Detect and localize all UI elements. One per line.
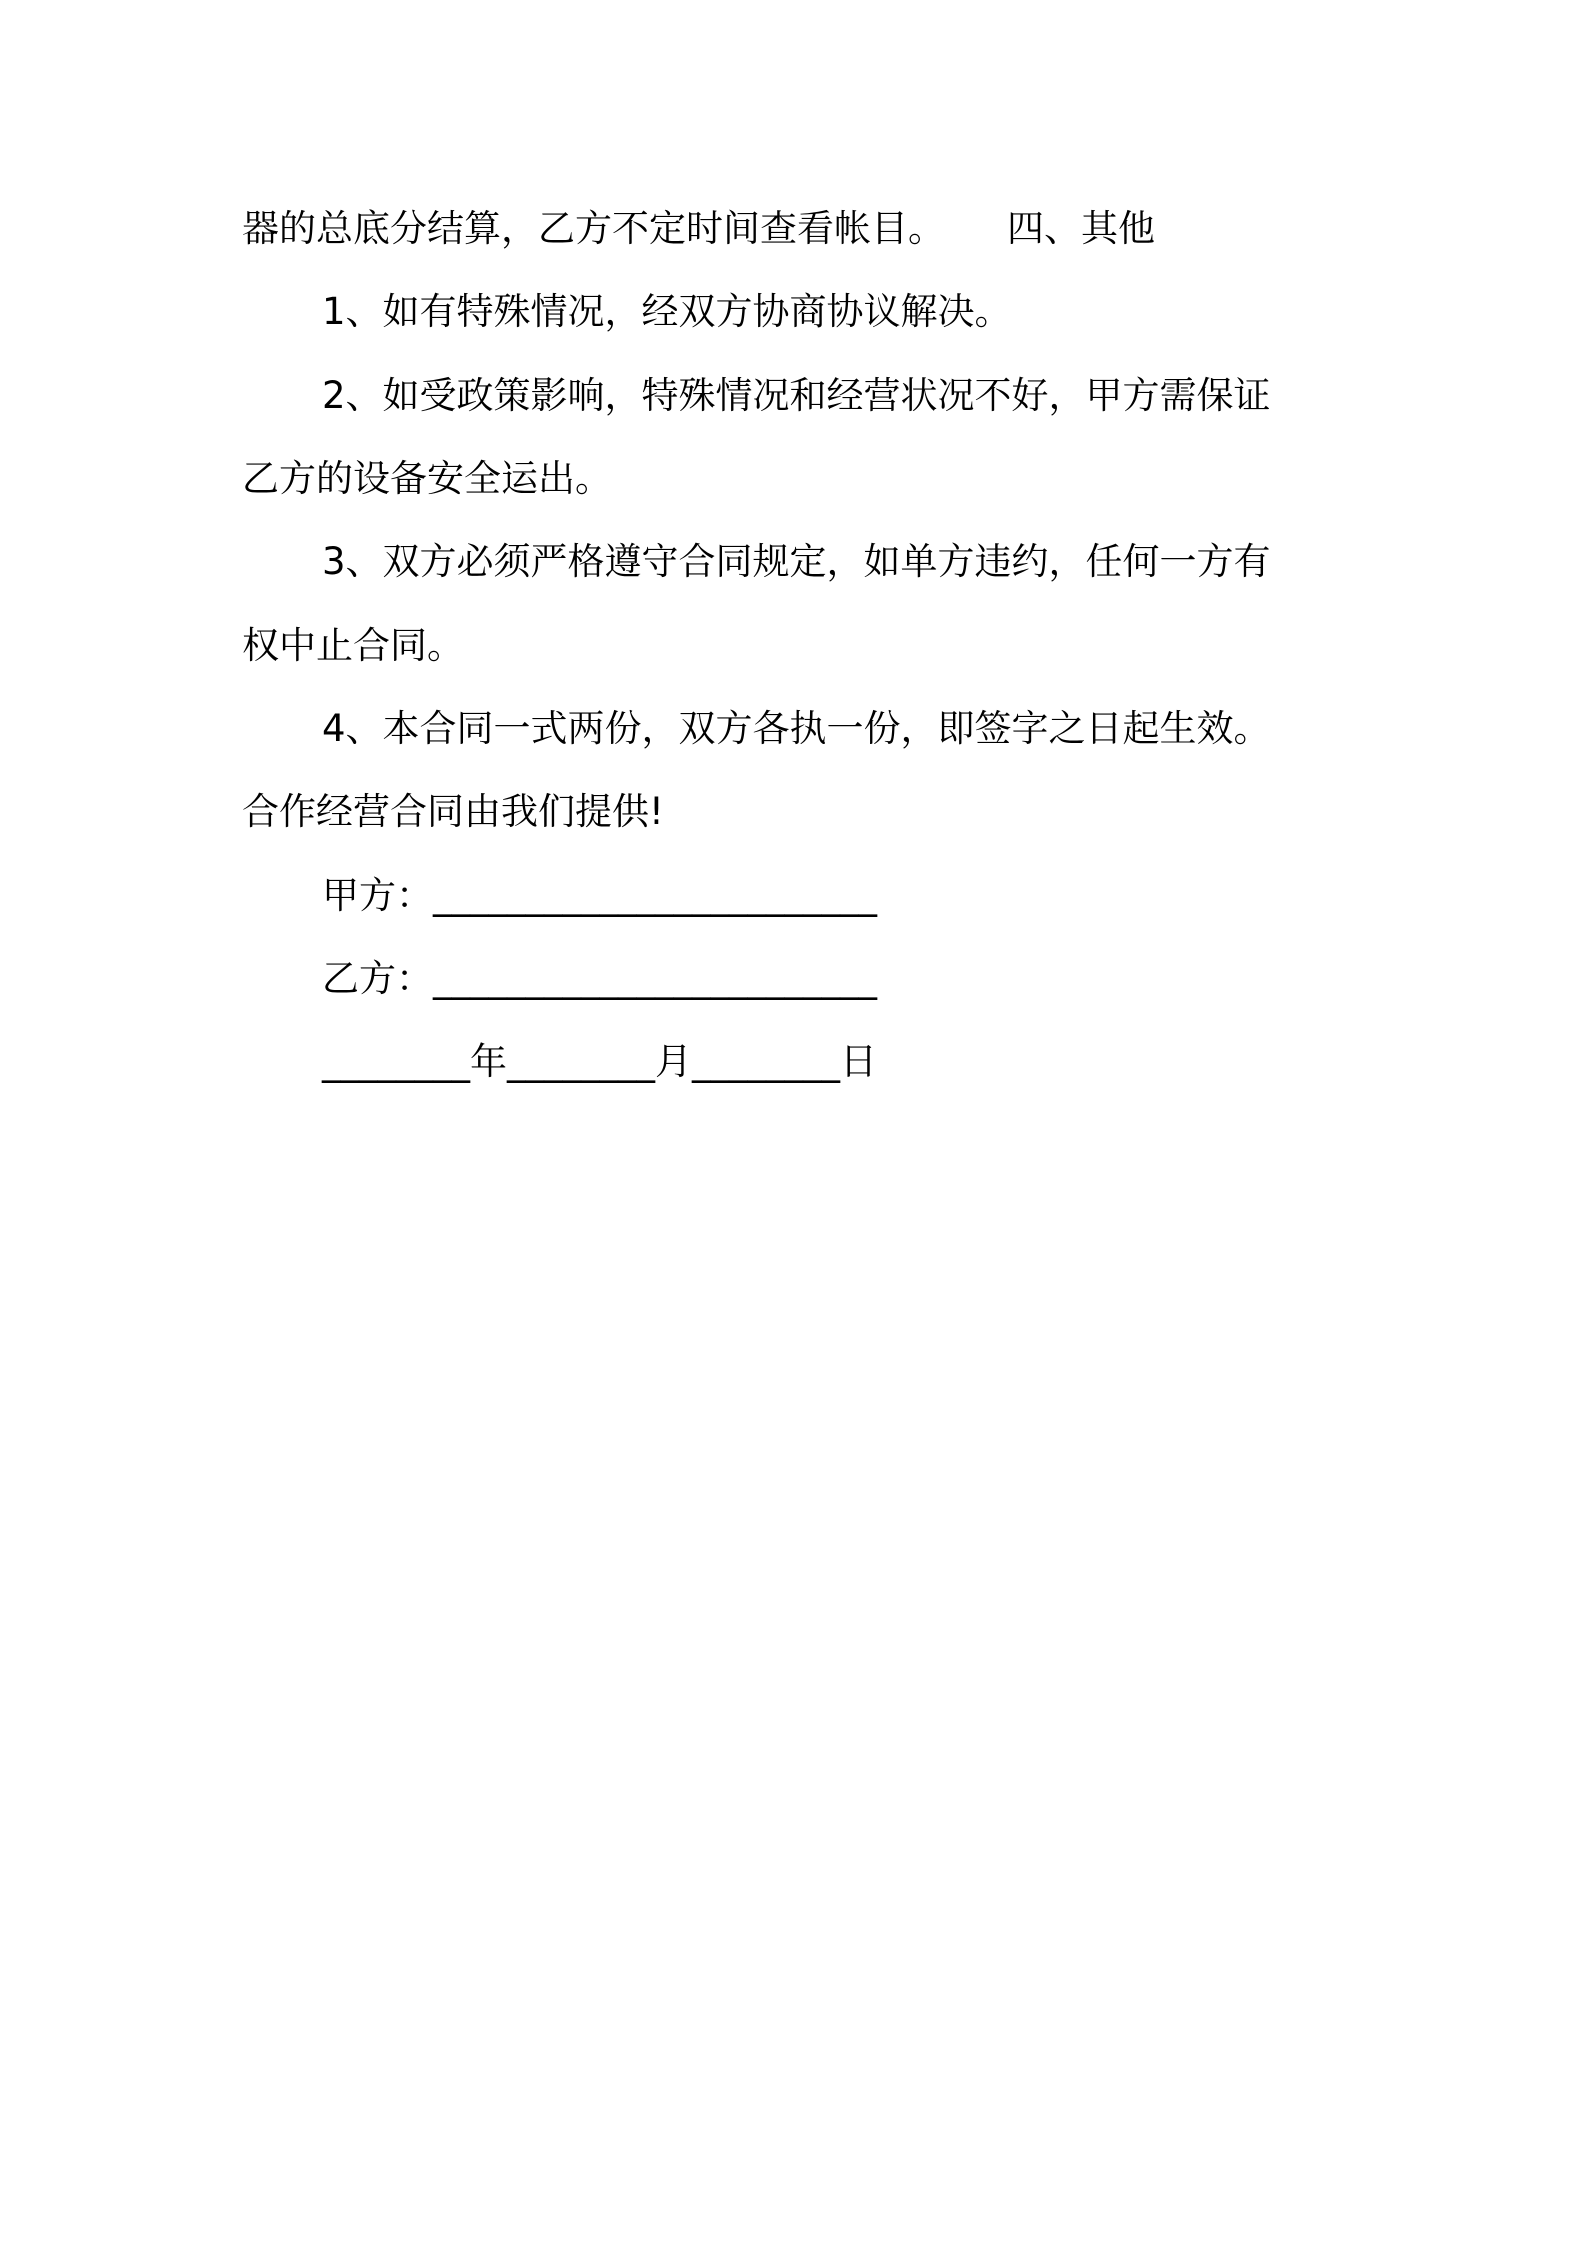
clause-1: 1、如有特殊情况，经双方协商协议解决。 (322, 290, 1012, 333)
month-label: 月 (655, 1040, 692, 1083)
settlement-text: 器的总底分结算，乙方不定时间查看帐目。 (242, 207, 945, 250)
closing-note: 合作经营合同由我们提供! (242, 790, 664, 833)
signing-date (322, 1038, 877, 1086)
party-b-blank: ________________________ (433, 957, 877, 1000)
party-a-signature (322, 872, 877, 920)
year-label: 年 (470, 1040, 507, 1083)
day-blank: ________ (692, 1040, 840, 1083)
party-a-label: 甲方： (322, 874, 433, 917)
party-b-signature (322, 955, 877, 1003)
clause-2-line-2: 乙方的设备安全运出。 (242, 457, 612, 500)
day-label: 日 (840, 1040, 877, 1083)
clause-3-line-1: 3、双方必须严格遵守合同规定，如单方违约，任何一方有 (322, 540, 1271, 583)
clause-3-line-2: 权中止合同。 (242, 624, 464, 667)
clause-2-line-1: 2、如受政策影响，特殊情况和经营状况不好，甲方需保证 (322, 374, 1271, 417)
year-blank: ________ (322, 1040, 470, 1083)
section-heading-other: 四、其他 (1007, 207, 1155, 250)
party-a-blank: ________________________ (433, 874, 877, 917)
clause-4: 4、本合同一式两份，双方各执一份，即签字之日起生效。 (322, 707, 1271, 750)
party-b-label: 乙方： (322, 957, 433, 1000)
paragraph-line-1 (242, 205, 1155, 253)
month-blank: ________ (507, 1040, 655, 1083)
